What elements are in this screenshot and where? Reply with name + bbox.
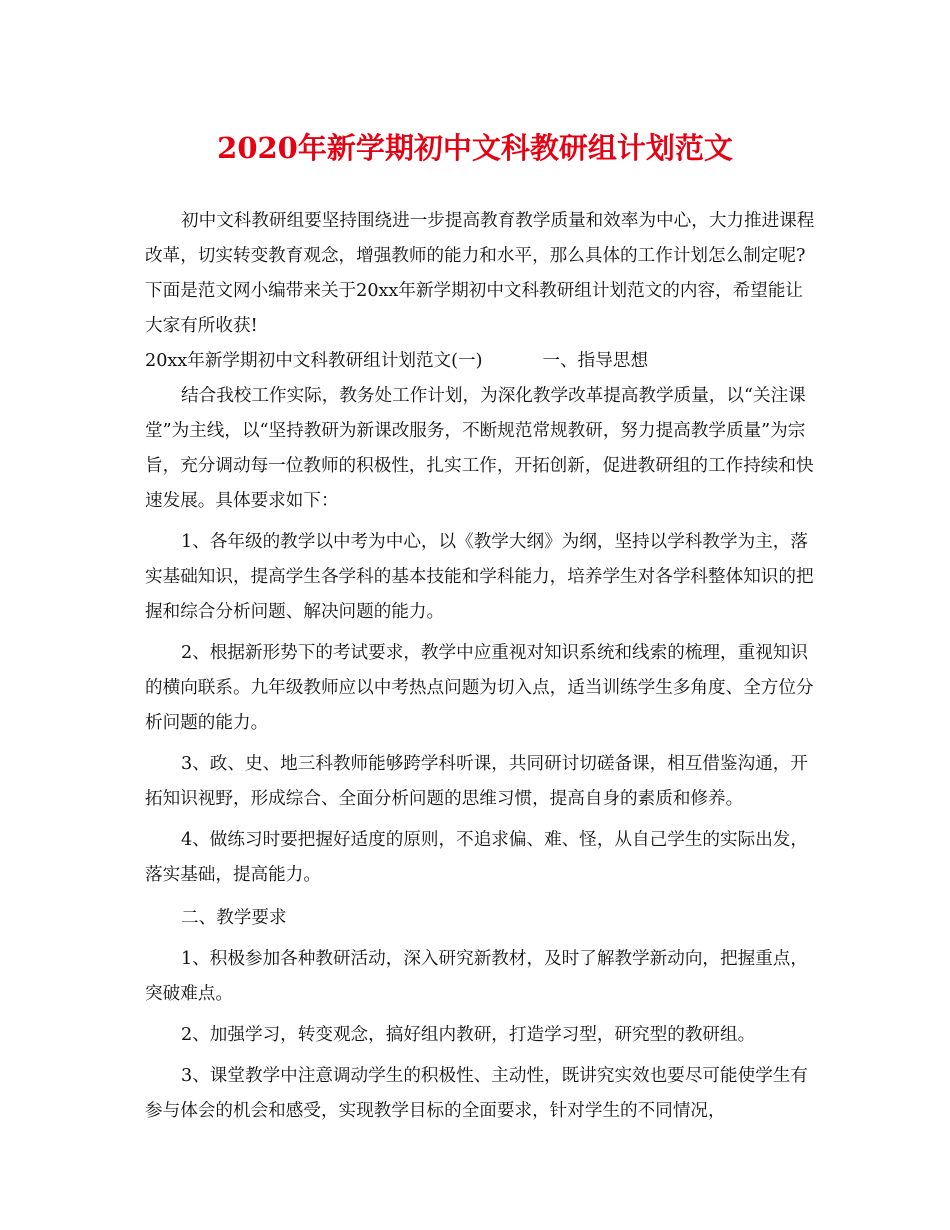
requirement-2: 2、根据新形势下的考试要求，教学中应重视对知识系统和线索的梳理，重视知识的横向联系。九年级教师应以中考热点问题为切入点，适当训练学生多角度、全方位分析问题的能力。 [145, 643, 814, 733]
section-heading: 20xx年新学期初中文科教研组计划范文(一) [145, 351, 483, 371]
teaching-3: 3、课堂教学中注意调动学生的积极性、主动性，既讲究实效也要尽可能使学生有参与体会的机会和感受，实现教学目标的全面要求，针对学生的不同情况， [145, 1066, 808, 1121]
document-body [145, 204, 817, 1129]
section-one-heading: 一、指导思想 [542, 351, 649, 371]
requirement-3: 3、政、史、地三科教师能够跨学科听课，共同研讨切磋备课，相互借鉴沟通，开拓知识视野，形成综合、全面分析问题的思维习惯，提高自身的素质和修养。 [145, 754, 808, 809]
document-title: 2020年新学期初中文科教研组计划范文 [217, 131, 733, 165]
section-two-heading: 二、教学要求 [181, 908, 287, 928]
intro-paragraph: 初中文科教研组要坚持围绕进一步提高教育教学质量和效率为中心，大力推进课程改革，切实转变教育观念，增强教师的能力和水平，那么具体的工作计划怎么制定呢?下面是范文网小编带来关于20xx年新学期初中文科教研组计划范文的内容，希望能让大家有所收获! [145, 211, 815, 336]
section-heading-line [145, 344, 817, 379]
teaching-1: 1、积极参加各种教研活动，深入研究新教材，及时了解教学新动向，把握重点，突破难点。 [145, 949, 808, 1004]
guiding-paragraph: 结合我校工作实际，教务处工作计划，为深化教学改革提高教学质量，以“关注课堂”为主线，以“坚持教研为新课改服务，不断规范常规教研，努力提高教学质量”为宗旨，充分调动每一位教师的积极性，扎实工作，开拓创新，促进教研组的工作持续和快速发展。具体要求如下： [145, 386, 814, 511]
requirement-1: 1、各年级的教学以中考为中心，以《教学大纲》为纲，坚持以学科教学为主，落实基础知识，提高学生各学科的基本技能和学科能力，培养学生对各学科整体知识的把握和综合分析问题、解决问题的能力。 [145, 532, 814, 622]
requirement-4: 4、做练习时要把握好适度的原则，不追求偏、难、怪，从自己学生的实际出发，落实基础，提高能力。 [145, 830, 808, 885]
teaching-2: 2、加强学习，转变观念，搞好组内教研，打造学习型，研究型的教研组。 [181, 1025, 756, 1045]
